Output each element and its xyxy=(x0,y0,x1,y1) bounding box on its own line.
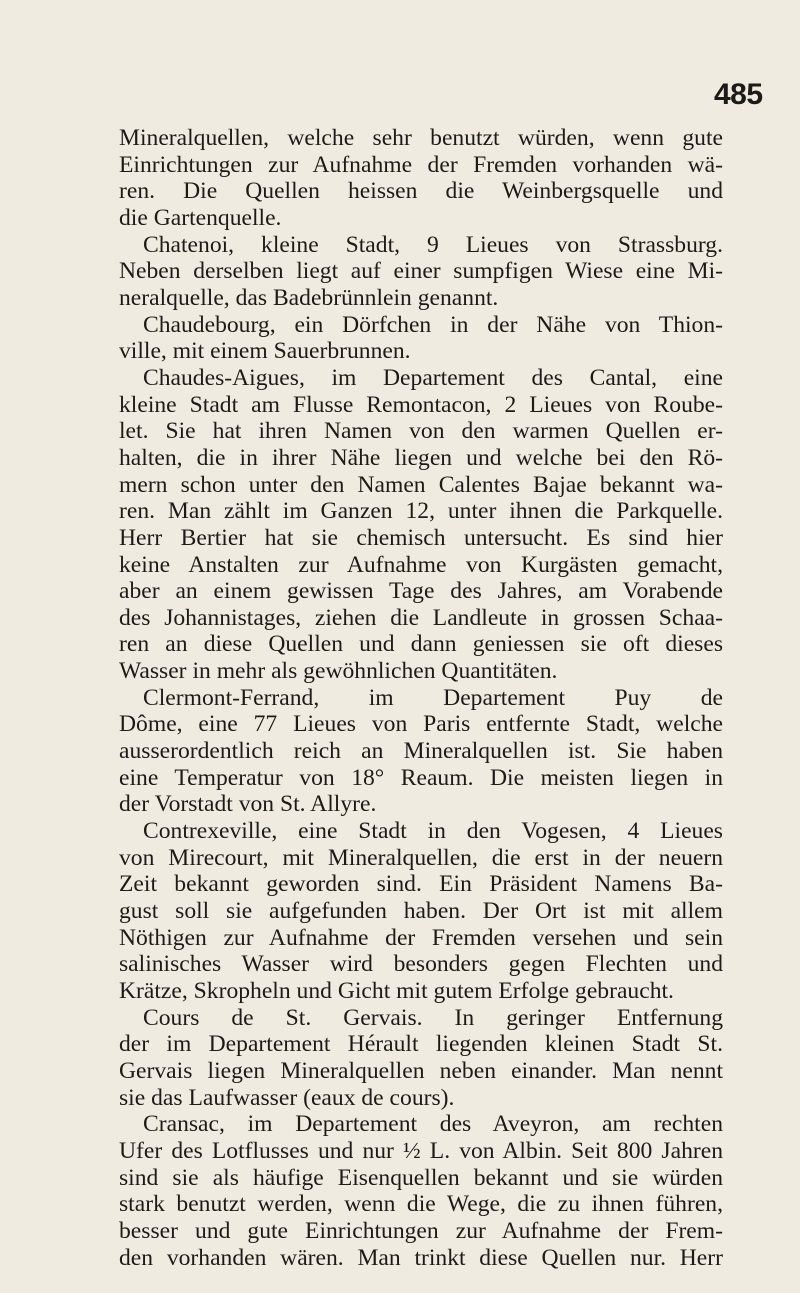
text-line: den vorhanden wären. Man trinkt diese Quellen nur. Herr xyxy=(119,1244,723,1271)
body-text xyxy=(119,125,723,1271)
text-line: sind sie als häufige Eisenquellen bekannt und sie würden xyxy=(119,1164,723,1191)
text-line: gust soll sie aufgefunden haben. Der Ort ist mit allem xyxy=(119,898,723,925)
text-line: Nöthigen zur Aufnahme der Fremden versehen und sein xyxy=(119,924,723,951)
text-line: mern schon unter den Namen Calentes Bajae bekannt wa- xyxy=(119,471,723,498)
entry-chaudes-aigues: Chaudes-Aigues, im Departement des Cantal, eine xyxy=(143,364,723,391)
entry-chatenoi: Chatenoi, kleine Stadt, 9 Lieues von Strassburg. xyxy=(143,231,723,258)
text-line: von Mirecourt, mit Mineralquellen, die erst in der neuern xyxy=(119,844,723,871)
text-line: eine Temperatur von 18° Reaum. Die meisten liegen in xyxy=(119,764,723,791)
text-line: ren. Man zählt im Ganzen 12, unter ihnen die Parkquelle. xyxy=(119,498,723,525)
entry-chaudebourg: Chaudebourg, ein Dörfchen in der Nähe von Thion- xyxy=(143,311,723,338)
text-line: sie das Laufwasser (eaux de cours). xyxy=(119,1084,455,1111)
text-line: let. Sie hat ihren Namen von den warmen Quellen er- xyxy=(119,418,723,445)
text-line: Mineralquellen, welche sehr benutzt würden, wenn gute xyxy=(119,125,723,151)
text-line: Dôme, eine 77 Lieues von Paris entfernte Stadt, welche xyxy=(119,711,723,738)
entry-cours-de-st-gervais: Cours de St. Gervais. In geringer Entfernung xyxy=(143,1004,723,1031)
text-line: neralquelle, das Badebrünnlein genannt. xyxy=(119,284,499,311)
text-line: ren an diese Quellen und dann geniessen sie oft dieses xyxy=(119,631,723,658)
text-line: Ufer des Lotflusses und nur ½ L. von Albin. Seit 800 Jahren xyxy=(119,1137,723,1164)
text-line: ren. Die Quellen heissen die Weinbergsquelle und xyxy=(119,178,723,205)
text-line: stark benutzt werden, wenn die Wege, die zu ihnen führen, xyxy=(119,1191,723,1218)
text-line: ausserordentlich reich an Mineralquellen ist. Sie haben xyxy=(119,738,723,765)
text-line: der Vorstadt von St. Allyre. xyxy=(119,791,377,818)
entry-contrexeville: Contrexeville, eine Stadt in den Vogesen, 4 Lieues xyxy=(143,818,723,845)
text-line: Einrichtungen zur Aufnahme der Fremden vorhanden wä- xyxy=(119,151,723,178)
text-line: aber an einem gewissen Tage des Jahres, am Vorabende xyxy=(119,578,723,605)
page-number: 485 xyxy=(714,78,763,111)
text-line: keine Anstalten zur Aufnahme von Kurgästen gemacht, xyxy=(119,551,723,578)
text-line: die Gartenquelle. xyxy=(119,204,282,231)
text-line: des Johannistages, ziehen die Landleute in grossen Schaa- xyxy=(119,604,723,631)
text-line: Neben derselben liegt auf einer sumpfigen Wiese eine Mi- xyxy=(119,258,723,285)
text-line: Krätze, Skropheln und Gicht mit gutem Erfolge gebraucht. xyxy=(119,978,674,1004)
text-line: Herr Bertier hat sie chemisch untersucht. Es sind hier xyxy=(119,524,723,551)
entry-clermont-ferrand: Clermont-Ferrand, im Departement Puy de xyxy=(143,684,723,711)
text-line: Wasser in mehr als gewöhnlichen Quantitäten. xyxy=(119,658,558,685)
text-line: ville, mit einem Sauerbrunnen. xyxy=(119,338,411,365)
text-line: Zeit bekannt geworden sind. Ein Präsident Namens Ba- xyxy=(119,871,723,898)
text-line: halten, die in ihrer Nähe liegen und welche bei den Rö- xyxy=(119,444,723,471)
text-line: kleine Stadt am Flusse Remontacon, 2 Lieues von Roube- xyxy=(119,391,723,418)
entry-cransac: Cransac, im Departement des Aveyron, am rechten xyxy=(143,1111,723,1138)
text-line: salinisches Wasser wird besonders gegen Flechten und xyxy=(119,951,723,978)
text-line: besser und gute Einrichtungen zur Aufnahme der Frem- xyxy=(119,1217,723,1244)
text-line: der im Departement Hérault liegenden kleinen Stadt St. xyxy=(119,1031,723,1058)
text-line: Gervais liegen Mineralquellen neben einander. Man nennt xyxy=(119,1057,723,1084)
